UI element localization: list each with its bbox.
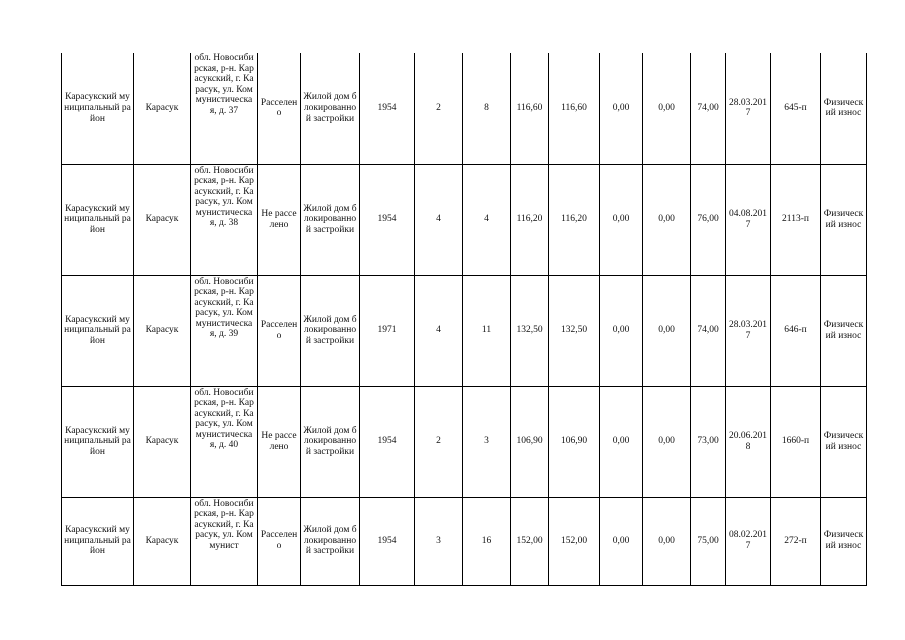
- status-cell: Не расселено: [258, 386, 301, 497]
- year-cell: 1954: [360, 53, 415, 164]
- wear-cell: 73,00: [691, 386, 726, 497]
- value1-cell: 0,00: [600, 164, 643, 275]
- date-cell: 28.03.2017: [726, 53, 771, 164]
- type-cell: Жилой дом блокированной застройки: [301, 497, 360, 585]
- table-row: [62, 497, 867, 585]
- wear-cell: 76,00: [691, 164, 726, 275]
- type-cell: Жилой дом блокированной застройки: [301, 53, 360, 164]
- value2-cell: 0,00: [643, 275, 691, 386]
- residents-cell: 8: [463, 53, 511, 164]
- residents-cell: 4: [463, 164, 511, 275]
- status-cell: Расселено: [258, 53, 301, 164]
- residents-cell: 16: [463, 497, 511, 585]
- doc-number-cell: 1660-п: [771, 386, 821, 497]
- floors-cell: 4: [415, 275, 463, 386]
- date-cell: 04.08.2017: [726, 164, 771, 275]
- area-living-cell: 116,20: [549, 164, 600, 275]
- status-cell: Расселено: [258, 275, 301, 386]
- table-row: [62, 164, 867, 275]
- table-row: [62, 275, 867, 386]
- area-living-cell: 132,50: [549, 275, 600, 386]
- wear-cell: 74,00: [691, 275, 726, 386]
- city-cell: Карасук: [134, 275, 191, 386]
- area-living-cell: 106,90: [549, 386, 600, 497]
- address-cell: обл. Новосибирская, р-н. Карасукский, г. Карасук, ул. Коммунистическая, д. 37: [191, 53, 258, 164]
- date-cell: 20.06.2018: [726, 386, 771, 497]
- address-cell: обл. Новосибирская, р-н. Карасукский, г. Карасук, ул. Коммунистическая, д. 39: [191, 275, 258, 386]
- floors-cell: 3: [415, 497, 463, 585]
- year-cell: 1954: [360, 386, 415, 497]
- type-cell: Жилой дом блокированной застройки: [301, 164, 360, 275]
- district-cell: Карасукский муниципальный район: [62, 275, 134, 386]
- value1-cell: 0,00: [600, 53, 643, 164]
- address-cell: обл. Новосибирская, р-н. Карасукский, г. Карасук, ул. Коммунистическая, д. 38: [191, 164, 258, 275]
- year-cell: 1954: [360, 497, 415, 585]
- address-cell: обл. Новосибирская, р-н. Карасукский, г. Карасук, ул. Коммунистическая, д. 40: [191, 386, 258, 497]
- city-cell: Карасук: [134, 497, 191, 585]
- district-cell: Карасукский муниципальный район: [62, 164, 134, 275]
- area-total-cell: 152,00: [511, 497, 549, 585]
- doc-number-cell: 272-п: [771, 497, 821, 585]
- area-total-cell: 116,20: [511, 164, 549, 275]
- doc-number-cell: 2113-п: [771, 164, 821, 275]
- district-cell: Карасукский муниципальный район: [62, 53, 134, 164]
- value1-cell: 0,00: [600, 386, 643, 497]
- floors-cell: 2: [415, 386, 463, 497]
- residents-cell: 11: [463, 275, 511, 386]
- value1-cell: 0,00: [600, 497, 643, 585]
- date-cell: 08.02.2017: [726, 497, 771, 585]
- housing-registry-table: [61, 53, 867, 586]
- reason-cell: Физический износ: [821, 164, 867, 275]
- type-cell: Жилой дом блокированной застройки: [301, 275, 360, 386]
- value2-cell: 0,00: [643, 164, 691, 275]
- area-total-cell: 116,60: [511, 53, 549, 164]
- year-cell: 1954: [360, 164, 415, 275]
- reason-cell: Физический износ: [821, 386, 867, 497]
- area-living-cell: 152,00: [549, 497, 600, 585]
- status-cell: Не расселено: [258, 164, 301, 275]
- doc-number-cell: 645-п: [771, 53, 821, 164]
- wear-cell: 75,00: [691, 497, 726, 585]
- doc-number-cell: 646-п: [771, 275, 821, 386]
- city-cell: Карасук: [134, 386, 191, 497]
- city-cell: Карасук: [134, 164, 191, 275]
- reason-cell: Физический износ: [821, 497, 867, 585]
- reason-cell: Физический износ: [821, 275, 867, 386]
- value1-cell: 0,00: [600, 275, 643, 386]
- floors-cell: 2: [415, 53, 463, 164]
- value2-cell: 0,00: [643, 497, 691, 585]
- floors-cell: 4: [415, 164, 463, 275]
- table-row: [62, 386, 867, 497]
- value2-cell: 0,00: [643, 386, 691, 497]
- area-total-cell: 106,90: [511, 386, 549, 497]
- date-cell: 28.03.2017: [726, 275, 771, 386]
- type-cell: Жилой дом блокированной застройки: [301, 386, 360, 497]
- address-cell: обл. Новосибирская, р-н. Карасукский, г. Карасук, ул. Коммунист: [191, 497, 258, 585]
- area-living-cell: 116,60: [549, 53, 600, 164]
- status-cell: Расселено: [258, 497, 301, 585]
- area-total-cell: 132,50: [511, 275, 549, 386]
- district-cell: Карасукский муниципальный район: [62, 386, 134, 497]
- city-cell: Карасук: [134, 53, 191, 164]
- year-cell: 1971: [360, 275, 415, 386]
- district-cell: Карасукский муниципальный район: [62, 497, 134, 585]
- reason-cell: Физический износ: [821, 53, 867, 164]
- residents-cell: 3: [463, 386, 511, 497]
- table-row: [62, 53, 867, 164]
- value2-cell: 0,00: [643, 53, 691, 164]
- wear-cell: 74,00: [691, 53, 726, 164]
